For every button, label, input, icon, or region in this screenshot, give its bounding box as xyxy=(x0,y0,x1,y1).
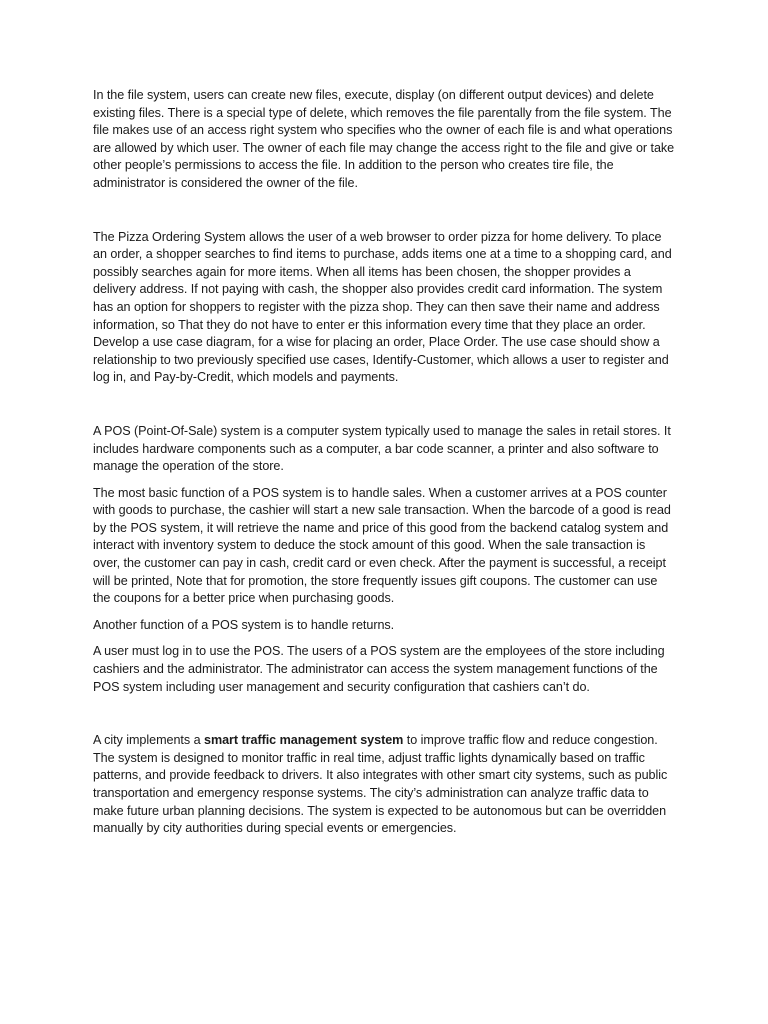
file-system-paragraph: In the file system, users can create new files, execute, display (on different output devices) and delete existing files. There is a special type of delete, which removes the file parentally from the file system. The file makes use of an access right system who specifies who the owner of each file is and what operations are allowed by which user. The owner of each file may change the access right to the file and give or take other people’s permissions to access the file. In addition to the person who creates tire file, the administrator is considered the owner of the file. xyxy=(93,88,675,190)
traffic-text-prefix: A city implements a xyxy=(93,733,204,748)
pos-intro-paragraph: A POS (Point-Of-Sale) system is a computer system typically used to manage the sales in retail stores. It includes hardware components such as a computer, a bar code scanner, a printer and also software to manage the operation of the store. xyxy=(93,423,671,474)
pizza-ordering-paragraph: The Pizza Ordering System allows the user of a web browser to order pizza for home delivery. To place an order, a shopper searches to find items to purchase, adds items one at a time to a shopping card, and possibly searches again for more items. When all items has been chosen, the shopper provides a delivery address. If not paying with cash, the shopper also provides credit card information. The system has an option for shoppers to register with the pizza shop. They can then save their name and address information, so That they do not have to enter er this information every time that they place an order. Develop a use case diagram, for a wise for placing an order, Place Order. The use case should show a relationship to two previously specified use cases, Identify-Customer, which allows a user to register and log in, and Pay-by-Credit, which models and payments. xyxy=(93,229,672,385)
traffic-text-rest: to improve traffic flow and reduce congestion. The system is designed to monitor traffic in real time, adjust traffic lights dynamically based on traffic patterns, and provide feedback to drivers. It also integrates with other smart city systems, such as public transportation and emergency response systems. The city’s administration can analyze traffic data to make future urban planning decisions. The system is expected to be autonomous but can be overridden manually by city authorities during special events or emergencies. xyxy=(93,733,668,836)
traffic-system-name: smart traffic management system xyxy=(204,733,404,748)
smart-traffic-paragraph xyxy=(93,732,675,838)
document-page xyxy=(93,87,675,838)
pos-users-paragraph: A user must log in to use the POS. The users of a POS system are the employees of the store including cashiers and the administrator. The administrator can access the system management functions of the POS system including user management and security configuration that cashiers can’t do. xyxy=(93,644,665,694)
pos-sales-paragraph: The most basic function of a POS system is to handle sales. When a customer arrives at a POS counter with goods to purchase, the cashier will start a new sale transaction. When the barcode of a good is read by the POS system, it will retrieve the name and price of this good from the backend catalog system and interact with inventory system to deduce the stock amount of this good. When the sale transaction is over, the customer can pay in cash, credit card or even check. After the payment is successful, a receipt will be printed, Note that for promotion, the store frequently issues gift coupons. The customer can use the coupons for a better price when purchasing goods. xyxy=(93,485,671,606)
pos-returns-paragraph: Another function of a POS system is to handle returns. xyxy=(93,617,395,632)
